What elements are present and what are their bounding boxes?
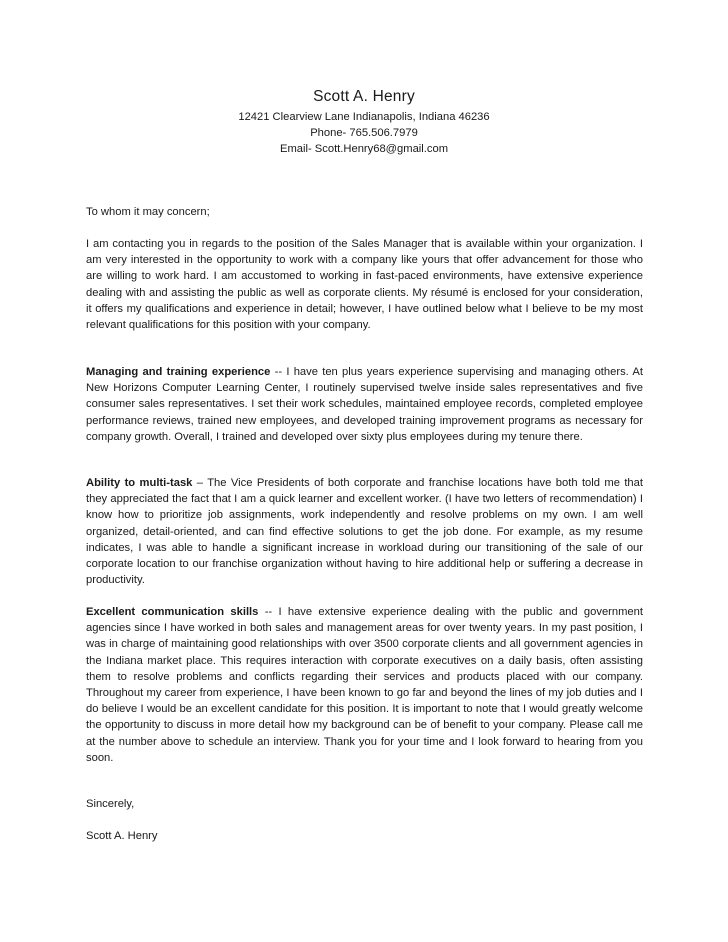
letter-signature: Scott A. Henry xyxy=(86,830,158,842)
qualification-text: -- I have extensive experience dealing with the public and government agencies since I have worked in both sales and management areas for over twenty years. In my past position, I was in charge of maintaining good relationships with over 3500 corporate clients and all government agencies in the Indiana market place. This requires interaction with corporate executives on a daily basis, often assisting them to resolve problems and conflicts regarding their services and products placed with our company. Throughout my career from experience, I have been known to go far and beyond the lines of my job duties and I do believe I would be an excellent candidate for this position. It is important to note that I would greatly welcome the opportunity to discuss in more detail how my background can be of benefit to your company. Please call me at the number above to schedule an interview. Thank you for your time and I look forward to hearing from you soon. xyxy=(86,606,643,764)
letter-closing: Sincerely, xyxy=(86,798,135,810)
letter-greeting: To whom it may concern; xyxy=(86,206,210,218)
qualification-paragraph-multitask xyxy=(86,475,643,588)
qualification-text: -- I have ten plus years experience supervising and managing others. At New Horizons Computer Learning Center, I routinely supervised twelve inside sales representatives and five consumer sales representatives. I set their work schedules, maintained employee records, completed employee performance reviews, trained new employees, and developed training improvement programs as necessary for company growth. Overall, I trained and developed over sixty plus employees during my tenure there. xyxy=(86,366,643,443)
qualification-text: – The Vice Presidents of both corporate and franchise locations have both told me that they appreciated the fact that I am a quick learner and excellent worker. (I have two letters of recommendation) I know how to prioritize job assignments, work independently and resolve problems on my own. I am well organized, detail-oriented, and can find effective solutions to get the job done. For example, as my resume indicates, I was able to handle a significant increase in workload during our transitioning of the sale of our corporate location to our franchise organization without having to hire additional help or suffering a decrease in productivity. xyxy=(86,477,643,587)
qualification-heading: Ability to multi-task xyxy=(86,477,193,489)
intro-paragraph: I am contacting you in regards to the position of the Sales Manager that is available within your organization. I am very interested in the opportunity to work with a company like yours that offer advancement for those who are willing to work hard. I am accustomed to working in fast-paced environments, have extensive experience dealing with and assisting the public as well as corporate clients. My résumé is enclosed for your consideration, it offers my qualifications and experience in detail; however, I have outlined below what I believe to be my most relevant qualifications for this position with your company. xyxy=(86,238,643,332)
qualification-heading: Managing and training experience xyxy=(86,366,271,378)
qualification-paragraph-managing xyxy=(86,364,643,445)
qualification-paragraph-communication xyxy=(86,604,643,766)
sender-phone: Phone- 765.506.7979 xyxy=(310,127,418,139)
qualification-heading: Excellent communication skills xyxy=(86,606,259,618)
sender-name: Scott A. Henry xyxy=(313,88,415,105)
sender-email: Email- Scott.Henry68@gmail.com xyxy=(279,143,449,155)
sender-address: 12421 Clearview Lane Indianapolis, Indiana 46236 xyxy=(238,111,490,123)
